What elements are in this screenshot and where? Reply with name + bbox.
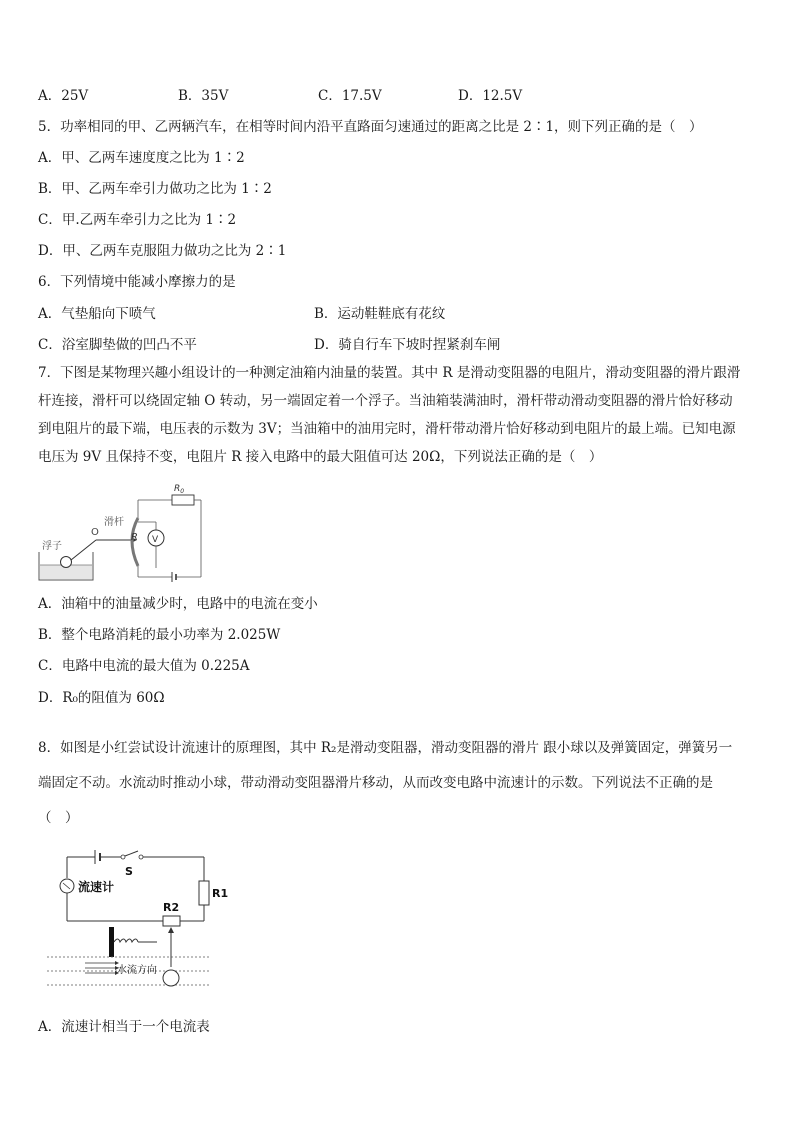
q8-option-a: A．流速计相当于一个电流表: [38, 1019, 210, 1035]
resistor-r1: [199, 881, 209, 905]
resistor-r0-label: $R_0$: [174, 484, 185, 495]
spring-icon: [114, 939, 138, 942]
float-icon: [61, 557, 72, 568]
q7-stem-line: 杆连接，滑杆可以绕固定轴 O 转动，另一端固定着一个浮子。当油箱装满油时，滑杆带动滑动变阻器的滑片恰好移动: [38, 393, 733, 409]
q5-stem: 5．功率相同的甲、乙两辆汽车，在相等时间内沿平直路面匀速通过的距离之比是 2∶1，则下列正确的是（ ）: [38, 119, 703, 135]
q6-option-a: A．气垫船向下喷气: [38, 306, 156, 322]
rod-label: 滑杆: [104, 517, 124, 528]
ball-icon: [163, 970, 179, 986]
voltmeter-label: V: [152, 535, 159, 545]
q7-option-d: D．R₀的阻值为 60Ω: [38, 690, 165, 706]
float-label: 浮子: [42, 541, 62, 552]
q8-stem-line: 端固定不动。水流动时推动小球，带动滑动变阻器滑片移动，从而改变电路中流速计的示数。下列说法不正确的是: [38, 775, 713, 791]
q4-option-b: B．35V: [178, 88, 229, 104]
flow-meter-label: 流速计: [78, 880, 115, 894]
q7-stem-line: 到电阻片的最下端，电压表的示数为 3V；当油箱中的油用完时，滑杆带动滑片恰好移动到电阻片的最上端。已知电源: [38, 421, 736, 437]
q7-option-a: A．油箱中的油量减少时，电路中的电流在变小: [38, 596, 318, 612]
q5-option-d: D．甲、乙两车克服阻力做功之比为 2∶1: [38, 243, 287, 259]
q8-stem: [38, 731, 760, 836]
q7-stem-line: 7．下图是某物理兴趣小组设计的一种测定油箱内油量的装置。其中 R 是滑动变阻器的电阻片，滑动变阻器的滑片跟滑: [38, 365, 741, 381]
q5-option-c: C．甲.乙两车牵引力之比为 1∶2: [38, 212, 237, 228]
resistor-r1-label: R1: [212, 887, 229, 900]
flow-direction-label: 水流方向: [117, 965, 157, 976]
resistor-r0: [172, 495, 194, 505]
q6-option-d: D．骑自行车下坡时捏紧刹车闸: [314, 337, 501, 353]
q6-option-b: B．运动鞋鞋底有花纹: [314, 306, 446, 322]
slider-icon: [168, 927, 174, 933]
q8-flow-meter-diagram: [45, 845, 245, 995]
q5-option-b: B．甲、乙两车牵引力做功之比为 1∶2: [38, 181, 272, 197]
q4-option-c: C．17.5V: [318, 88, 382, 104]
q6-options-row1: [38, 302, 590, 322]
q6-options-row2: [38, 333, 590, 353]
q8-stem-line: （ ）: [38, 810, 79, 826]
resistor-r-label: R: [131, 532, 138, 543]
pivot-label: O: [91, 527, 99, 538]
q8-stem-line: 8．如图是小红尝试设计流速计的原理图，其中 R₂是滑动变阻器，滑动变阻器的滑片 跟小球以及弹簧固定，弹簧另一: [38, 740, 733, 756]
q7-option-c: C．电路中电流的最大值为 0.225A: [38, 658, 250, 674]
q4-options: [38, 84, 598, 104]
resistor-r2: [163, 916, 180, 926]
resistor-r2-label: R2: [163, 901, 180, 914]
q4-option-d: D．12.5V: [458, 88, 523, 104]
q7-oil-gauge-diagram: [36, 480, 206, 585]
fixed-wall: [109, 927, 114, 957]
q7-stem-line: 电压为 9V 且保持不变，电阻片 R 接入电路中的最大阻值可达 20Ω，下列说法正确的是（ ）: [38, 449, 603, 465]
q6-stem: 6．下列情境中能减小摩擦力的是: [38, 274, 236, 290]
switch-label: S: [125, 865, 133, 878]
switch-icon: [125, 851, 138, 856]
q6-option-c: C．浴室脚垫做的凹凸不平: [38, 337, 197, 353]
q5-option-a: A．甲、乙两车速度度之比为 1∶2: [38, 150, 245, 166]
q7-stem: [38, 359, 760, 471]
q7-option-b: B．整个电路消耗的最小功率为 2.025W: [38, 627, 281, 643]
q4-option-a: A．25V: [38, 88, 89, 104]
